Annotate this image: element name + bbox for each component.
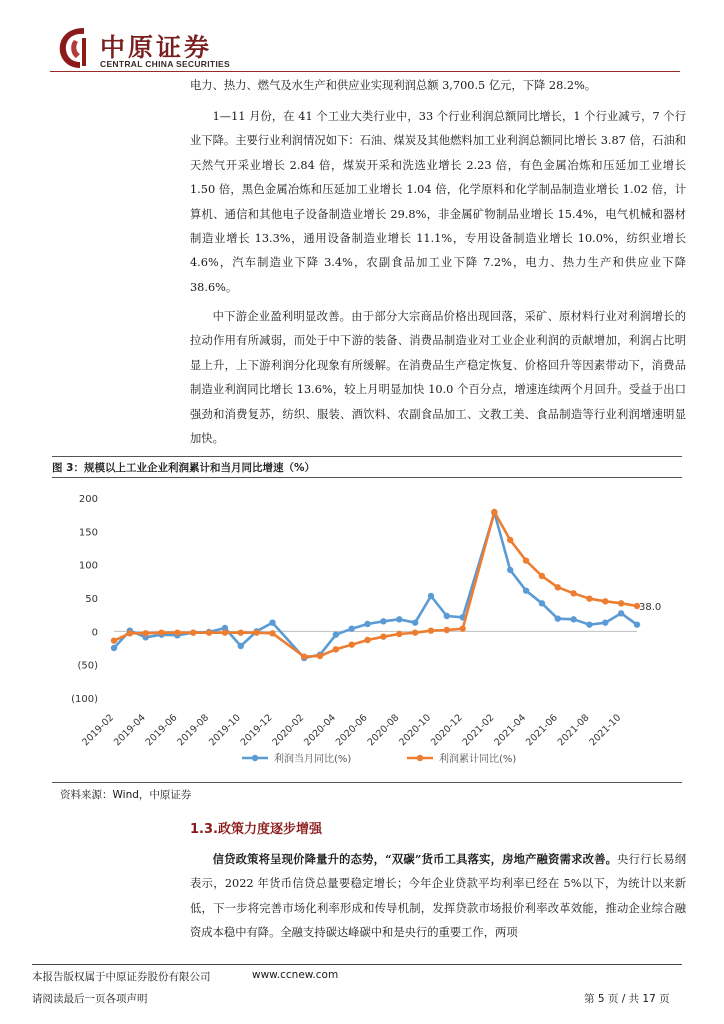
data-point — [333, 646, 339, 652]
x-tick-label: 2021-06 — [524, 712, 560, 749]
data-point — [127, 630, 133, 636]
section-heading: 1.3.政策力度逐步增强 — [190, 822, 322, 837]
data-point — [301, 653, 307, 659]
data-point — [333, 631, 339, 637]
data-point — [396, 631, 402, 637]
data-point — [238, 643, 244, 649]
x-tick-label: 2020-04 — [302, 712, 339, 749]
y-axis — [71, 494, 637, 705]
data-point — [222, 629, 228, 635]
data-point — [539, 600, 545, 606]
section-lead-bold: 信贷政策将呈现价降量升的态势，“双碳”货币工具落实，房地产融资需求改善。 — [212, 852, 618, 866]
figure-title-rule — [52, 477, 682, 478]
x-tick-label: 2019-08 — [175, 712, 212, 749]
data-point — [459, 625, 465, 631]
data-point — [349, 641, 355, 647]
paragraph-3: 中下游企业盈利明显改善。由于部分大宗商品价格出现回落，采矿、原材料行业对利润增长的拉动作用有所减弱，而处于中下游的装备、消费品制造业对工业企业利润的贡献增加，利润占比明显上升，上下游利润分化现象有所缓解。在消费品生产稳定恢复、价格回升等因素带动下，消费品制造业利润同比增长 13.6%，较上月明显加快 10.0 个百分点，增速连续两个月回升。受益于出口强劲和消费复苏，纺织、服装、酒饮料、农副食品加工、文教工美、食品制造等行业利润增速明显加快。 — [190, 310, 686, 446]
data-label: 38.0 — [639, 602, 662, 613]
x-tick-label: 2021-02 — [460, 712, 497, 749]
data-point — [412, 629, 418, 635]
y-tick-label: (100) — [71, 694, 98, 705]
series-layer — [111, 509, 661, 661]
x-axis — [80, 712, 623, 748]
y-tick-label: 200 — [78, 494, 98, 505]
data-point — [174, 629, 180, 635]
figure-title: 图 3：规模以上工业企业利润累计和当月同比增速（%） — [52, 462, 315, 474]
data-point — [602, 619, 608, 625]
data-point — [158, 629, 164, 635]
data-point — [618, 600, 624, 606]
x-tick-label: 2020-08 — [365, 712, 402, 749]
legend-label: 利润当月同比(%) — [274, 754, 352, 765]
data-point — [428, 627, 434, 633]
data-point — [364, 637, 370, 643]
profit-growth-line-chart — [52, 480, 682, 780]
data-point — [586, 621, 592, 627]
data-point — [190, 629, 196, 635]
x-tick-label: 2020-10 — [397, 712, 434, 749]
data-point — [523, 557, 529, 563]
footer-copyright: 本报告版权属于中原证券股份有限公司 — [32, 971, 211, 983]
data-point — [428, 593, 434, 599]
y-tick-label: 100 — [78, 560, 98, 572]
figure-top-rule — [52, 456, 682, 457]
legend-marker — [252, 755, 258, 761]
data-point — [555, 584, 561, 590]
paragraph-2: 1—11 月份，在 41 个工业大类行业中，33 个行业利润总额同比增长，1 个行业减亏，7 个行业下降。主要行业利润情况如下：石油、煤炭及其他燃料加工业利润总额同比增长 3.87 倍，石油和天然气开采业增长 2.84 倍，煤炭开采和洗选业增长 2.23 倍，有色金属冶炼和压延加工业增长 1.50 倍，黑色金属冶炼和压延加工业增长 1.04 倍，化学原料和化学制品制造业增长 1.02 倍，计算机、通信和其他电子设备制造业增长 29.8%，非金属矿物制品业增长 15.4%，电气机械和器材制造业增长 13.3%，通用设备制造业增长 11.1%，专用设备制造业增长 10.0%，纺织业增长 4.6%，汽车制造业下降 3.4%，农副食品加工业下降 7.2%，电力、热力生产和供应业下降 38.6%。 — [190, 110, 686, 294]
company-logo-icon — [54, 24, 92, 70]
x-tick-label: 2021-04 — [492, 712, 529, 749]
x-tick-label: 2021-08 — [555, 712, 592, 749]
footer-website[interactable]: www.ccnew.com — [252, 969, 339, 981]
footer-page-number: 第 5 页 / 共 17 页 — [584, 993, 670, 1005]
section-lead-text: 央行行长易纲表示，2022 年货币信贷总量要稳定增长；今年企业贷款平均利率已经在 5%以下，为统计以来新低，下一步将完善市场化利率形成和传导机制，发挥贷款市场报价利率改革效能，推动企业综合融资成本稳中有降。全融支持碳达峰碳中和是央行的重要工作，两项 — [190, 853, 686, 940]
x-tick-label: 2019-04 — [111, 712, 148, 749]
logo-english-name: CENTRAL CHINA SECURITIES — [100, 59, 230, 69]
x-tick-label: 2019-02 — [80, 712, 117, 749]
y-tick-label: 0 — [91, 627, 98, 639]
data-point — [111, 637, 117, 643]
data-point — [523, 587, 529, 593]
legend-label: 利润累计同比(%) — [439, 754, 517, 765]
data-point — [570, 616, 576, 622]
footer-divider — [32, 964, 682, 965]
data-point — [317, 653, 323, 659]
data-point — [253, 629, 259, 635]
data-point — [349, 625, 355, 631]
chart-legend — [242, 752, 516, 765]
data-point — [142, 630, 148, 636]
y-tick-label: (50) — [77, 660, 98, 672]
x-tick-label: 2021-10 — [587, 712, 624, 749]
x-tick-label: 2020-02 — [270, 712, 307, 749]
footer-disclaimer: 请阅读最后一页各项声明 — [32, 993, 148, 1005]
data-point — [269, 619, 275, 625]
data-point — [364, 621, 370, 627]
header-divider — [50, 71, 680, 72]
figure-source: 资料来源：Wind，中原证券 — [60, 789, 192, 801]
y-tick-label: 150 — [78, 527, 98, 539]
data-point — [555, 615, 561, 621]
data-point — [634, 621, 640, 627]
paragraph-1: 电力、热力、燃气及水生产和供应业实现利润总额 3,700.5 亿元，下降 28.2%。 — [190, 79, 597, 92]
x-tick-label: 2019-10 — [207, 712, 243, 749]
data-point — [380, 633, 386, 639]
data-point — [444, 627, 450, 633]
data-point — [602, 598, 608, 604]
y-tick-label: 50 — [85, 594, 98, 605]
x-tick-label: 2019-06 — [143, 712, 180, 749]
data-point — [507, 567, 513, 573]
data-point — [111, 645, 117, 651]
x-tick-label: 2020-12 — [428, 712, 465, 749]
data-point — [586, 595, 592, 601]
data-point — [238, 629, 244, 635]
data-point — [618, 610, 624, 616]
data-point — [507, 537, 513, 543]
data-point — [412, 619, 418, 625]
data-point — [444, 613, 450, 619]
data-point — [269, 630, 275, 636]
data-point — [206, 629, 212, 635]
figure-bottom-rule — [52, 782, 682, 783]
section-paragraph — [190, 847, 686, 946]
data-point — [539, 573, 545, 579]
data-point — [396, 616, 402, 622]
logo-chinese-name: 中原证券 — [100, 33, 213, 62]
data-point — [491, 509, 497, 515]
x-tick-label: 2019-12 — [238, 712, 275, 749]
legend-marker — [417, 755, 423, 761]
x-tick-label: 2020-06 — [333, 712, 370, 749]
data-point — [380, 618, 386, 624]
data-point — [570, 590, 576, 596]
